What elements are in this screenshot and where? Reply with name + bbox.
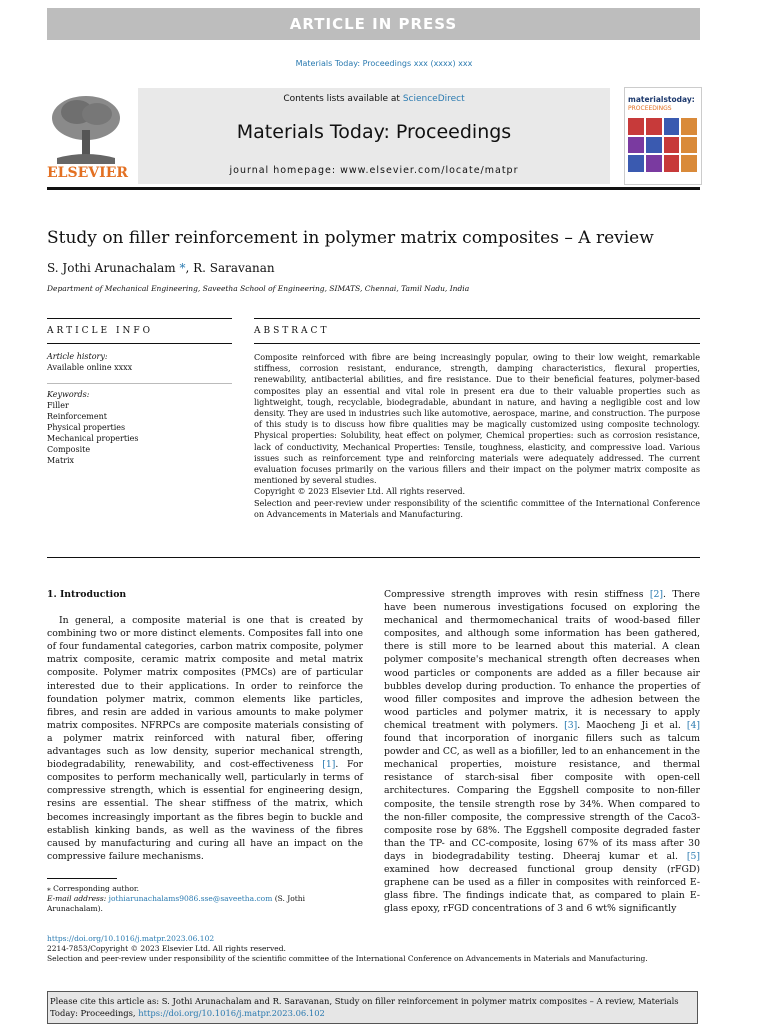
citation-1[interactable]: [1]	[322, 759, 336, 771]
keyword-item: Matrix	[47, 456, 75, 465]
sciencedirect-link[interactable]: ScienceDirect	[402, 94, 465, 104]
author-email-link[interactable]: jothiarunachalams9086.sse@saveetha.com	[108, 894, 273, 903]
abstract-bottom-rule	[47, 557, 700, 558]
citation-2[interactable]: [2]	[649, 589, 664, 600]
info-history-rule	[47, 383, 232, 384]
citation-5[interactable]: [5]	[686, 850, 700, 862]
footnote	[47, 884, 363, 914]
affiliation: Department of Mechanical Engineering, Saveetha School of Engineering, SIMATS, Chennai, Tamil Nadu, India	[47, 284, 470, 293]
abstract-selection: Selection and peer-review under responsibility of the scientific committee of the International Conference on Advancements in Materials and Manufacturing.	[254, 497, 700, 519]
citation-box	[47, 991, 698, 1024]
cover-image-grid	[628, 118, 697, 172]
journal-reference[interactable]: Materials Today: Proceedings xxx (xxxx) xxx	[295, 59, 473, 68]
cover-title: materialstoday:	[628, 95, 695, 104]
citation-4[interactable]: [4]	[686, 719, 701, 731]
body-column-right	[384, 588, 700, 915]
abstract-heading: ABSTRACT	[254, 326, 330, 336]
abstract-text: Composite reinforced with fibre are being increasingly popular, owing to their low weight, remarkable stiffness, corrosion resistant, endurance, strength, damping characteristics, flexural properties, renewability, antibacterial abilities, and fire resistance. Due to their beneficial features, polymer-based composites play an essential and vital role in present era due to their valuable properties such as lightweight, tough, recyclable, biodegradable, abundant in nature, and having a negligible cost and low density. They are used in industries such like automotive, aerospace, marine, and construction. The purpose of this study is to discuss how fibre qualities may be magically customized using composite technology. Physical properties: Solubility, heat effect on polymer, Chemical properties: such as corrosion resistance, lack of conductivity, Mechanical Properties: Tensile, toughness, elasticity, and compressive load. Various issues such as reinforcement type and reinforcing materials were adequately addressed. The current evaluation focuses primarily on the various fillers and their impact on the polymer matrix composite as mentioned by several studies.	[254, 352, 700, 486]
contents-prefix: Contents lists available at	[283, 94, 403, 104]
keyword-item: Mechanical properties	[47, 434, 139, 443]
info-mid-rule	[47, 343, 232, 344]
header-divider	[47, 187, 700, 190]
footer-selection: Selection and peer-review under responsibility of the scientific committee of the International Conference on Advancements in Materials and Manufacturing.	[47, 954, 648, 963]
elsevier-wordmark: ELSEVIER	[47, 165, 129, 181]
author-2: , R. Saravanan	[185, 261, 275, 275]
citation-3[interactable]: [3]	[564, 719, 578, 731]
keyword-item: Physical properties	[47, 423, 126, 432]
abstract-copyright: Copyright © 2023 Elsevier Ltd. All rights reserved.	[254, 486, 466, 497]
article-in-press-banner: ARTICLE IN PRESS	[47, 8, 700, 40]
doi-link[interactable]: https://doi.org/10.1016/j.matpr.2023.06.102	[47, 934, 215, 943]
authors	[47, 261, 275, 275]
keyword-item: Filler	[47, 401, 69, 410]
journal-header	[138, 88, 610, 184]
citation-doi-link[interactable]: https://doi.org/10.1016/j.matpr.2023.06.102	[138, 1008, 325, 1018]
author-1: S. Jothi Arunachalam	[47, 261, 176, 275]
abstract-body	[254, 352, 700, 520]
abstract-top-rule	[254, 318, 700, 319]
article-history	[47, 351, 232, 373]
journal-homepage[interactable]: journal homepage: www.elsevier.com/locate/matpr	[229, 165, 519, 176]
email-note: E-mail address: jothiarunachalams9086.sse@saveetha.com (S. Jothi Arunachalam).	[47, 894, 306, 913]
intro-paragraph-2: Compressive strength improves with resin stiffness [2]. There have been numerous investigations focused on exploring the mechanical and thermomechanical traits of wood-based filler composites, and although some information has been gathered, there is still more to be learned about this material. A clean polymer composite's mechanical strength often decreases when wood particles or components are added as a filler because air bubbles develop during production. To enhance the properties of wood filler composites and improve the adhesion between the wood particles and polymer matrix, it is necessary to apply chemical treatment with polymers. [3]. Maocheng Ji et al. [4] found that incorporation of inorganic fillers such as talcum powder and CC, as well as a biofiller, led to an enhancement in the mechanical properties, moisture resistance, and thermal resistance of starch-sisal fiber composite with open-cell architectures. Comparing the Eggshell composite to non-filler composite, the tensile strength rose by 34%. When compared to the non-filler composite, the compressive strength of the Caco3-composite rose by 68%. The Eggshell composite degraded faster than the TP- and CC-composite, losing 67% of its mass after 30 days in biodegradability testing. Dheeraj kumar et al. [5] examined how decreased functional group density (rFGD) graphene can be used as a filler in composites with reinforced E-glass fibre. The findings indicate that, as compared to plain E-glass epoxy, rFGD concentrations of 3 and 6 wt% significantly	[384, 589, 701, 915]
article-footer	[47, 934, 700, 964]
keyword-item: Reinforcement	[47, 412, 107, 421]
history-value: Available online xxxx	[47, 363, 133, 372]
info-top-rule	[47, 318, 232, 319]
article-info-heading: ARTICLE INFO	[47, 326, 154, 336]
journal-title: Materials Today: Proceedings	[236, 121, 512, 143]
journal-cover-thumbnail	[624, 87, 702, 185]
history-label: Article history:	[47, 352, 108, 361]
keywords	[47, 389, 232, 466]
body-column-left	[47, 588, 363, 863]
citation-text: Please cite this article as: S. Jothi Arunachalam and R. Saravanan, Study on filler reinforcement in polymer matrix composites – A review, Materials Today: Proceedings,	[50, 996, 679, 1018]
contents-line	[138, 94, 610, 104]
intro-paragraph-1: In general, a composite material is one that is created by combining two or more distinct elements. Composites fall into one of four fundamental categories, carbon matrix composite, polymer matrix composite, ceramic matrix composite and metal matrix composite. Polymer matrix composites (PMCs) are of particular interested due to their applications. In order to reinforce the foundation polymer matrix, common elements like particles, fibres, and resin are added in various amounts to make polymer matrix composites. NFRPCs are composite materials consisting of a polymer matrix reinforced with natural fiber, offering advantages such as low density, superior mechanical strength, biodegradability, renewability, and cost-effectiveness [1]. For composites to perform mechanically well, particularly in terms of compressive strength, which is essential for engineering design, resins are essential. The shear stiffness of the matrix, which becomes increasingly important as the fibres begin to buckle and establish kinking bands, as well as the waviness of the fibres caused by manufacturing and curing all have an impact on the compressive failure mechanisms.	[47, 615, 363, 862]
cover-subtitle: PROCEEDINGS	[628, 105, 672, 112]
corresponding-author-link[interactable]: *	[179, 261, 186, 275]
corresponding-author-note: ⁎ Corresponding author.	[47, 884, 140, 893]
keyword-item: Composite	[47, 445, 91, 454]
article-title: Study on filler reinforcement in polymer matrix composites – A review	[47, 228, 654, 248]
keywords-label: Keywords:	[47, 390, 90, 399]
abstract-mid-rule	[254, 343, 700, 344]
introduction-heading: 1. Introduction	[47, 589, 127, 600]
footnote-rule	[47, 878, 117, 879]
issn-copyright: 2214-7853/Copyright © 2023 Elsevier Ltd. All rights reserved.	[47, 944, 286, 953]
